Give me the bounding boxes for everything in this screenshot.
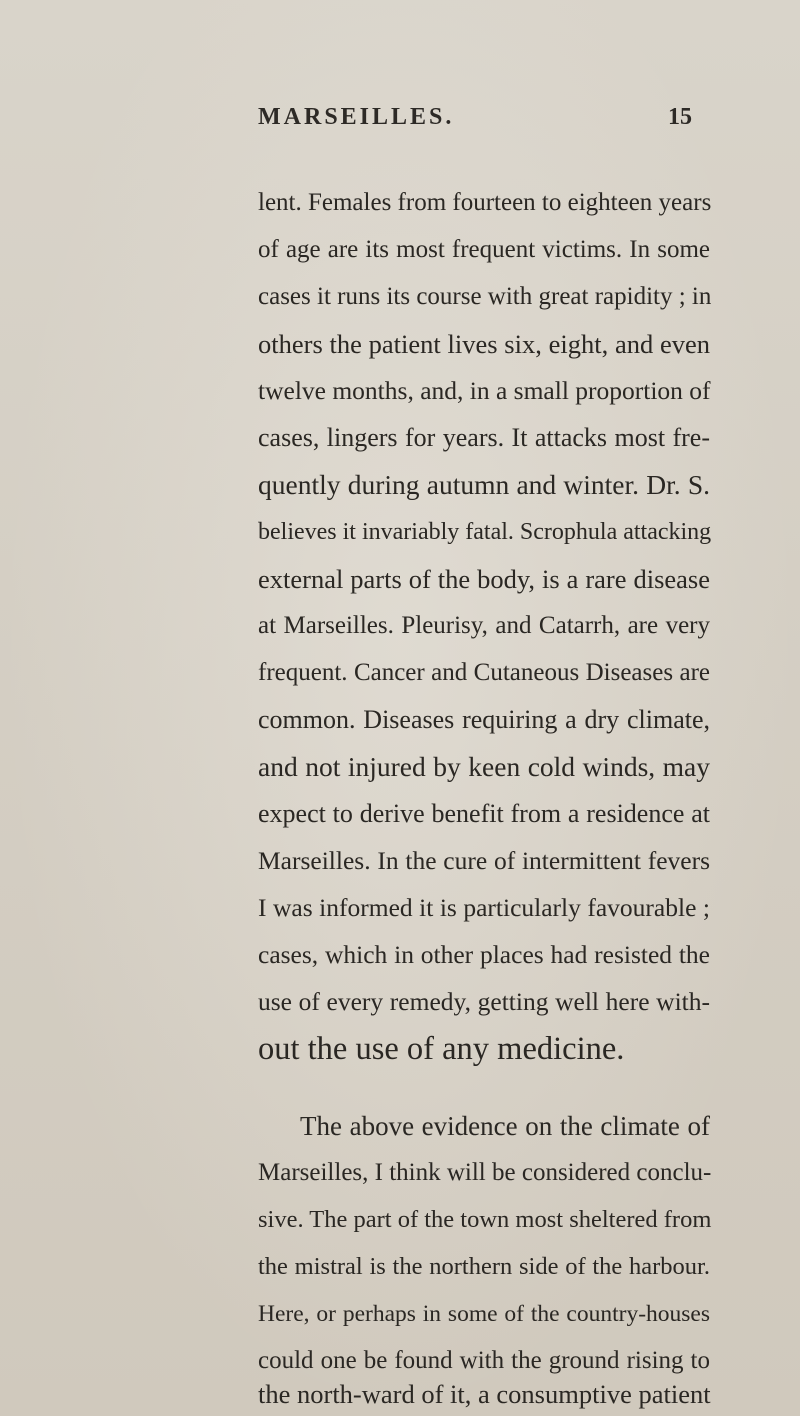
text-line: and not injured by keen cold winds, may <box>258 751 710 782</box>
text-line: out the use of any medicine. <box>258 1031 625 1067</box>
text-line: others the patient lives six, eight, and even <box>258 329 710 359</box>
text-line: of age are its most frequent victims. In some <box>258 236 710 263</box>
text-line: common. Diseases requiring a dry climate, <box>258 705 710 734</box>
text-line: cases, lingers for years. It attacks most fre- <box>258 423 710 452</box>
text-line: Marseilles, I think will be considered conclu- <box>258 1159 712 1186</box>
text-line: external parts of the body, is a rare disease <box>258 564 710 594</box>
text-line: quently during autumn and winter. Dr. S. <box>258 469 710 500</box>
running-head: MARSEILLES. <box>258 104 455 130</box>
text-line: Marseilles. In the cure of intermittent fevers <box>258 846 710 875</box>
page-number: 15 <box>668 104 692 130</box>
text-line: cases, which in other places had resisted the <box>258 940 710 969</box>
text-line: lent. Females from fourteen to eighteen years <box>258 189 712 216</box>
text-line: the north-ward of it, a consumptive patient <box>258 1379 711 1409</box>
text-line: twelve months, and, in a small proportion of <box>258 376 711 405</box>
text-line: could one be found with the ground rising to <box>258 1347 710 1374</box>
text-line: sive. The part of the town most sheltered from <box>258 1206 712 1233</box>
text-line: the mistral is the northern side of the harbour. <box>258 1253 710 1280</box>
text-line: cases it runs its course with great rapidity ; in <box>258 283 712 310</box>
text-line: Here, or perhaps in some of the country-houses <box>258 1301 710 1327</box>
text-line: expect to derive benefit from a residence at <box>258 799 710 828</box>
text-line: The above evidence on the climate of <box>300 1111 710 1141</box>
text-line: use of every remedy, getting well here with- <box>258 987 710 1016</box>
text-line: believes it invariably fatal. Scrophula attacking <box>258 519 712 545</box>
text-line: at Marseilles. Pleurisy, and Catarrh, are very <box>258 612 710 639</box>
text-line: I was informed it is particularly favourable ; <box>258 893 710 922</box>
text-line: frequent. Cancer and Cutaneous Diseases are <box>258 659 710 686</box>
